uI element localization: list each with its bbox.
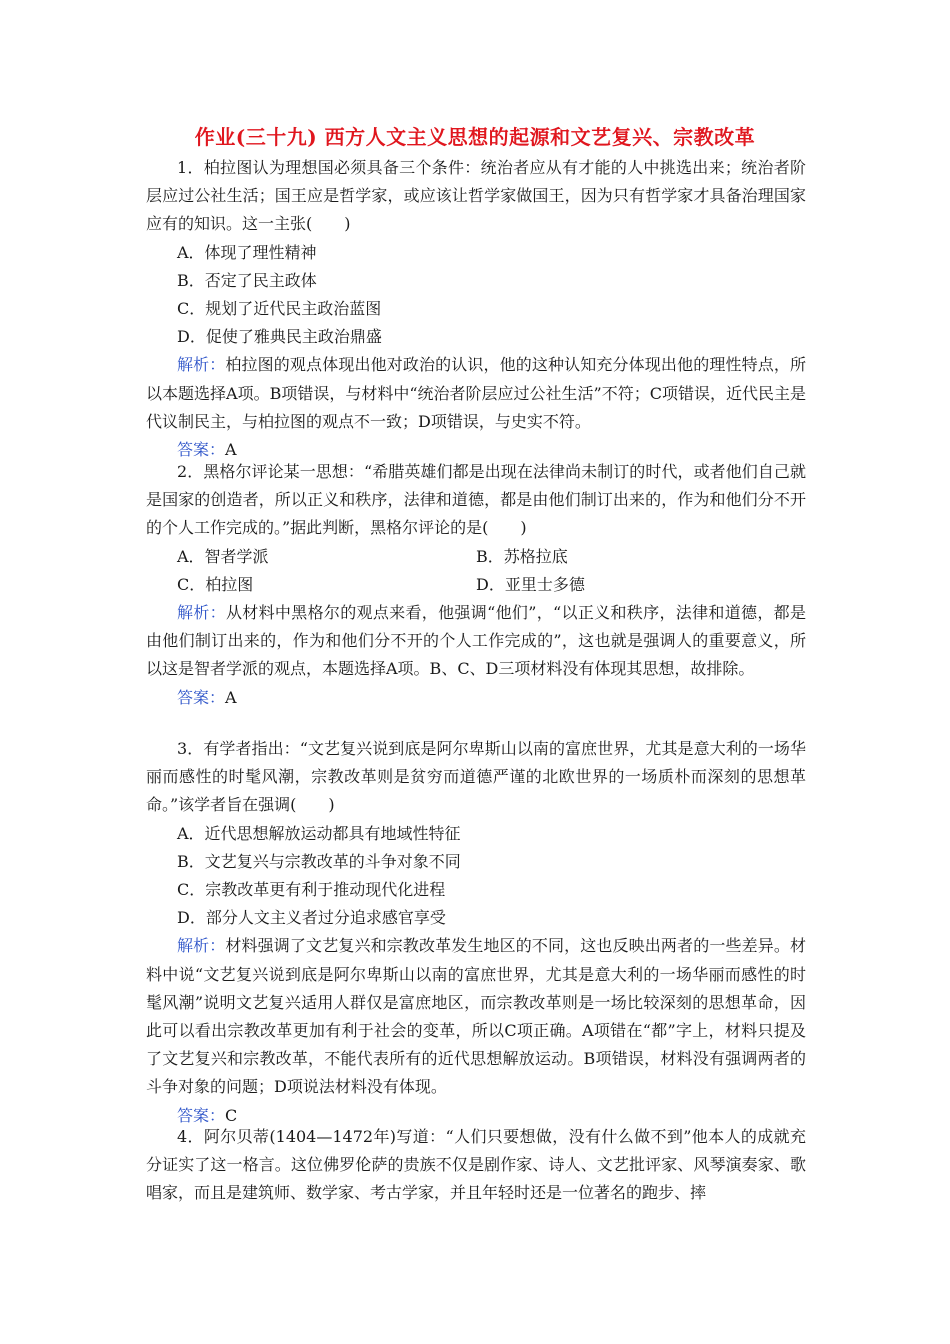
analysis-label: 解析： <box>177 355 226 375</box>
analysis-text: 材料强调了文艺复兴和宗教改革发生地区的不同，这也反映出两者的一些差异。材料中说“文艺复兴说到底是阿尔卑斯山以南的富庶世界，尤其是意大利的一场华丽而感性的时髦风潮”说明文艺复兴适用人群仅是富庶地区，而宗教改革则是一场比较深刻的思想革命，因此可以看出宗教改革更加有利于社会的变革，所以C项正确。A项错在“都”字上，材料只提及了文艺复兴和宗教改革，不能代表所有的近代思想解放运动。B项错误，材料没有强调两者的斗争对象的问题；D项说法材料没有体现。 <box>146 936 806 1097</box>
option-c: C．宗教改革更有利于推动现代化进程 <box>177 880 446 900</box>
analysis <box>146 351 806 436</box>
analysis-label: 解析： <box>177 603 226 623</box>
option-row <box>146 543 806 571</box>
analysis-text: 柏拉图的观点体现出他对政治的认识，他的这种认知充分体现出他的理性特点，所以本题选择A项。B项错误，与材料中“统治者阶层应过公社生活”不符；C项错误，近代民主是代议制民主，与柏拉图的观点不一致；D项错误，与史实不符。 <box>146 355 806 431</box>
option-d: D．促使了雅典民主政治鼎盛 <box>177 327 382 347</box>
option-a: A．近代思想解放运动都具有地域性特征 <box>177 823 461 843</box>
page-title: 作业(三十九) 西方人文主义思想的起源和文艺复兴、宗教改革 <box>194 125 756 149</box>
analysis <box>146 932 806 1101</box>
analysis <box>146 599 806 684</box>
option-row <box>146 571 806 599</box>
answer-value: A <box>225 687 237 707</box>
question-1 <box>146 154 806 464</box>
option-b: B．否定了民主政体 <box>177 270 317 290</box>
answer-value: A <box>225 440 237 460</box>
question-2 <box>146 458 806 712</box>
question-stem: 1．柏拉图认为理想国必须具备三个条件：统治者应从有才能的人中挑选出来；统治者阶层应过公社生活；国王应是哲学家，或应该让哲学家做国王，因为只有哲学家才具备治理国家应有的知识。这一主张( ) <box>146 158 806 234</box>
answer <box>146 684 806 712</box>
option-b: B．文艺复兴与宗教改革的斗争对象不同 <box>177 851 461 871</box>
option-c: C．规划了近代民主政治蓝图 <box>177 299 382 319</box>
option-c: C．柏拉图 <box>177 574 254 594</box>
answer-label: 答案： <box>177 687 226 707</box>
option-a: A．体现了理性精神 <box>177 242 317 262</box>
question-4 <box>146 1123 806 1208</box>
analysis-text: 从材料中黑格尔的观点来看，他强调“他们”，“以正义和秩序，法律和道德，都是由他们制订出来的，作为和他们分不开的个人工作完成的”，这也就是强调人的重要意义，所以这是智者学派的观点，本题选择A项。B、C、D三项材料没有体现其思想，故排除。 <box>146 603 806 679</box>
answer-label: 答案： <box>177 1105 226 1125</box>
option-d: D．亚里士多德 <box>476 574 585 594</box>
option-d: D．部分人文主义者过分追求感官享受 <box>177 908 446 928</box>
answer-value: C <box>225 1105 238 1125</box>
question-stem: 3．有学者指出：“文艺复兴说到底是阿尔卑斯山以南的富庶世界，尤其是意大利的一场华丽而感性的时髦风潮，宗教改革则是贫穷而道德严谨的北欧世界的一场质朴而深刻的思想革命。”该学者旨在强调( ) <box>146 739 806 815</box>
answer-label: 答案： <box>177 440 226 460</box>
option-a: A．智者学派 <box>177 546 269 566</box>
question-3 <box>146 735 806 1130</box>
question-stem: 4．阿尔贝蒂(1404—1472年)写道：“人们只要想做，没有什么做不到”他本人的成就充分证实了这一格言。这位佛罗伦萨的贵族不仅是剧作家、诗人、文艺批评家、风琴演奏家、歌唱家，而且是建筑师、数学家、考古学家，并且年轻时还是一位著名的跑步、摔 <box>146 1127 806 1203</box>
option-b: B．苏格拉底 <box>476 546 568 566</box>
analysis-label: 解析： <box>177 936 226 956</box>
question-stem: 2．黑格尔评论某一思想：“希腊英雄们都是出现在法律尚未制订的时代，或者他们自己就是国家的创造者，所以正义和秩序，法律和道德，都是由他们制订出来的，作为和他们分不开的个人工作完成的。”据此判断，黑格尔评论的是( ) <box>146 462 806 538</box>
